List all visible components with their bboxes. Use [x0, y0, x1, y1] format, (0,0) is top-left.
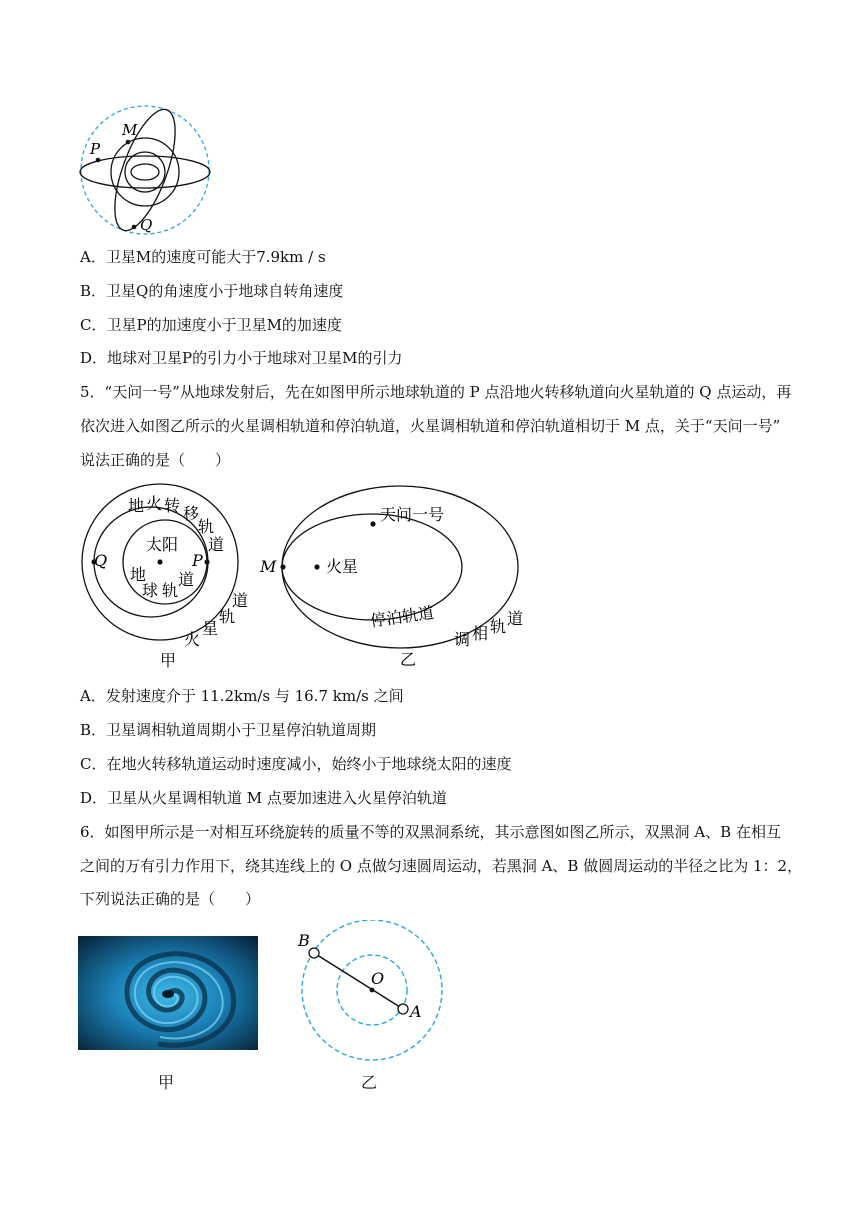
p-label: P — [192, 551, 203, 570]
q6-stem-line3: 下列说法正确的是（ ） — [80, 890, 261, 908]
mars-orbit-char-2: 星 — [202, 619, 219, 638]
q4-option-a: A．卫星M的速度可能大于7.9km / s — [80, 248, 326, 266]
binary-black-hole-diagram — [290, 920, 460, 1070]
satellite-orbit-figure — [76, 102, 216, 237]
earth-orbit-char-1: 地 — [130, 565, 147, 584]
caption-jia-fig6: 甲 — [158, 1073, 175, 1092]
phasing-char-2: 相 — [472, 624, 489, 643]
label-a: A — [410, 1002, 422, 1021]
earth-orbit-char-4: 道 — [178, 570, 195, 589]
q5-option-a: A．发射速度介于 11.2km/s 与 16.7 km/s 之间 — [80, 687, 404, 705]
transfer-char-5: 轨 — [198, 517, 215, 536]
mars-orbit-char-3: 轨 — [219, 607, 236, 626]
q-label: Q — [94, 551, 108, 570]
phasing-char-3: 轨 — [490, 617, 507, 636]
transfer-char-1: 地 — [128, 496, 145, 515]
transfer-char-3: 转 — [164, 496, 181, 515]
phasing-char-1: 调 — [454, 630, 471, 649]
q5-option-d: D．卫星从火星调相轨道 M 点要加速进入火星停泊轨道 — [80, 789, 447, 807]
q6-stem-line2: 之间的万有引力作用下，绕其连线上的 O 点做匀速圆周运动，若黑洞 A、B 做圆周运动的半径之比为 1：2， — [80, 857, 803, 875]
earth-orbit-char-2: 球 — [142, 581, 159, 600]
caption-yi-fig5: 乙 — [400, 650, 417, 669]
figure-yi-mars-orbits — [254, 474, 544, 674]
q5-stem-line3: 说法正确的是（ ） — [80, 451, 231, 469]
sun-label: 太阳 — [146, 535, 179, 554]
m-label: M — [260, 557, 277, 576]
q5-stem-line2: 依次进入如图乙所示的火星调相轨道和停泊轨道，火星调相轨道和停泊轨道相切于 M 点，关于“天问一号” — [80, 417, 781, 435]
transfer-char-4: 移 — [183, 504, 200, 523]
black-hole-spiral-image — [78, 936, 258, 1050]
q4-option-d: D．地球对卫星P的引力小于地球对卫星M的引力 — [80, 349, 403, 367]
label-q: Q — [140, 216, 153, 234]
label-o: O — [371, 969, 385, 988]
earth-orbit-char-3: 轨 — [162, 581, 179, 600]
phasing-char-4: 道 — [507, 609, 524, 628]
caption-jia-fig5: 甲 — [160, 651, 177, 670]
q4-option-c: C．卫星P的加速度小于卫星M的加速度 — [80, 316, 342, 334]
label-b: B — [298, 931, 310, 950]
label-p: P — [90, 140, 101, 158]
figure-jia-orbits — [80, 482, 270, 672]
q5-stem-line1: 5．“天问一号”从地球发射后，先在如图甲所示地球轨道的 P 点沿地火转移轨道向火星轨道的 Q 点运动，再 — [80, 383, 792, 401]
caption-yi-fig6: 乙 — [361, 1073, 378, 1092]
probe-label: 天问一号 — [380, 505, 445, 524]
q5-option-c: C．在地火转移轨道运动时速度减小，始终小于地球绕太阳的速度 — [80, 755, 512, 773]
q4-option-b: B．卫星Q的角速度小于地球自转角速度 — [80, 282, 344, 300]
mars-label: 火星 — [326, 557, 359, 576]
mars-orbit-char-4: 道 — [232, 591, 249, 610]
transfer-char-2: 火 — [146, 494, 163, 513]
parking-orbit-label: 停泊轨道 — [369, 602, 436, 631]
q5-option-b: B．卫星调相轨道周期小于卫星停泊轨道周期 — [80, 721, 377, 739]
q6-stem-line1: 6．如图甲所示是一对相互环绕旋转的质量不等的双黑洞系统，其示意图如图乙所示，双黑洞 A、B 在相互 — [80, 823, 781, 841]
transfer-char-6: 道 — [208, 535, 225, 554]
mars-orbit-char-1: 火 — [184, 630, 201, 649]
label-m: M — [122, 121, 138, 139]
